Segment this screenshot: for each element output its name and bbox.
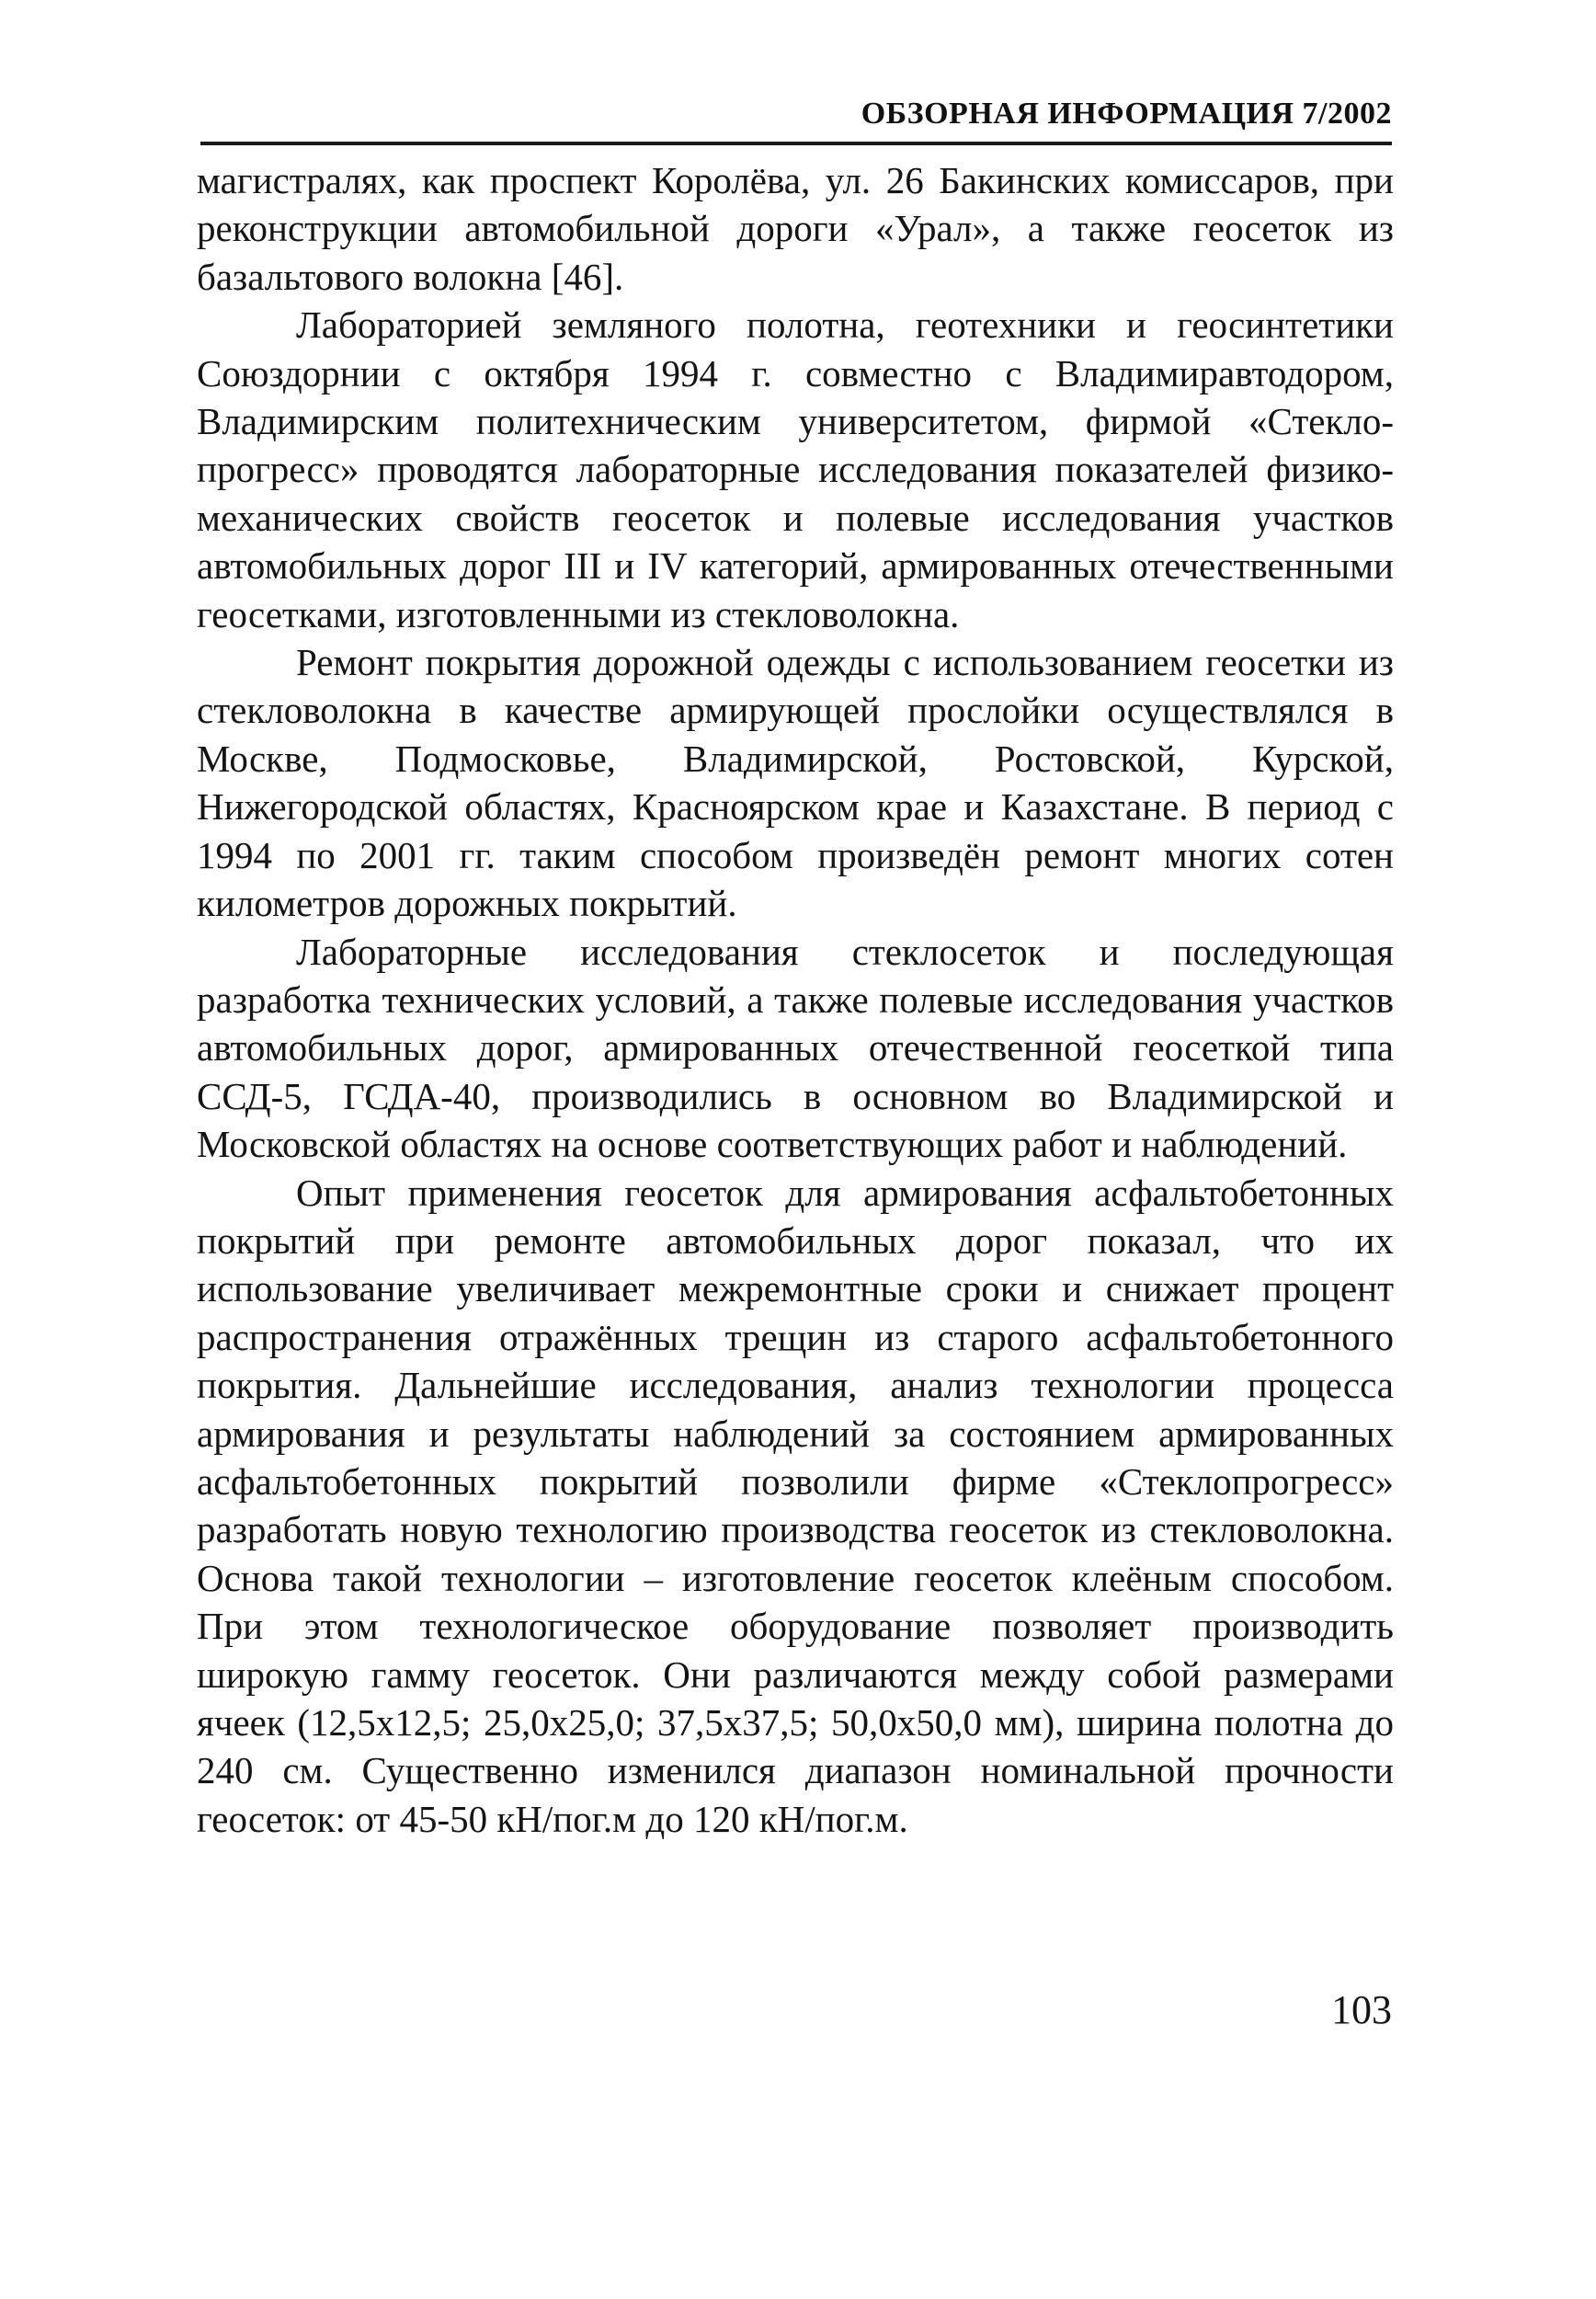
running-header-title: ОБЗОРНАЯ ИНФОРМАЦИЯ 7/2002 [861, 97, 1392, 131]
page-number: 103 [1331, 1987, 1392, 2032]
paragraph-5: Опыт применения геосеток для армирования асфальтобетонных покрытий при ремонте автомобильных дорог показал, что их использование увеличивает межремонтные сроки и снижает процент распространения отражённых трещин из старого асфальтобетонного покрытия. Дальнейшие исследования, анализ технологии процесса армирования и результаты наблюдений за состоянием армированных асфальтобетонных покрытий позволили фирме «Стеклопрогресс» разработать новую технологию производства геосеток из стекловолокна. Основа такой технологии – изготовление геосеток клеёным способом. При этом технологическое оборудование позволяет производить широкую гамму геосеток. Они различаются между собой размерами ячеек (12,5х12,5; 25,0х25,0; 37,5х37,5; 50,0х50,0 мм), ширина полотна до 240 см. Существенно изменился диапазон номинальной прочности геосеток: от 45-50 кН/пог.м до 120 кН/пог.м. [197, 1171, 1394, 1840]
paragraph-4: Лабораторные исследования стеклосеток и последующая разработка технических условий, а также полевые исследования участков автомобильных дорог, армированных отечественной геосеткой типа ССД-5, ГСДА-40, производились в основном во Владимирской и Московской областях на основе соответствующих работ и наблюдений. [197, 930, 1394, 1166]
paragraph-3: Ремонт покрытия дорожной одежды с использованием геосетки из стекловолокна в качестве армирующей прослойки осуществлялся в Москве, Подмосковье, Владимирской, Ростовской, Курской, Нижегородской областях, Красноярском крае и Казахстане. В период с 1994 по 2001 гг. таким способом произведён ремонт многих сотен километров дорожных покрытий. [197, 641, 1394, 925]
paragraph-1: магистралях, как проспект Королёва, ул. 26 Бакинских комиссаров, при реконструкции автомобильной дороги «Урал», а также геосеток из базальтового волокна [46]. [197, 159, 1394, 298]
paragraph-2: Лабораторией земляного полотна, геотехники и геосинтетики Союздорнии с октября 1994 г. совместно с Владимиравтодором, Владимирским политехническим университетом, фирмой «Стеклопрогресс» проводятся лабораторные исследования показателей физико-механических свойств геосеток и полевые исследования участков автомобильных дорог III и IV категорий, армированных отечественными геосетками, изготовленными из стекловолокна. [197, 303, 1394, 635]
body-text [197, 156, 1394, 1843]
header-rule [200, 142, 1392, 145]
